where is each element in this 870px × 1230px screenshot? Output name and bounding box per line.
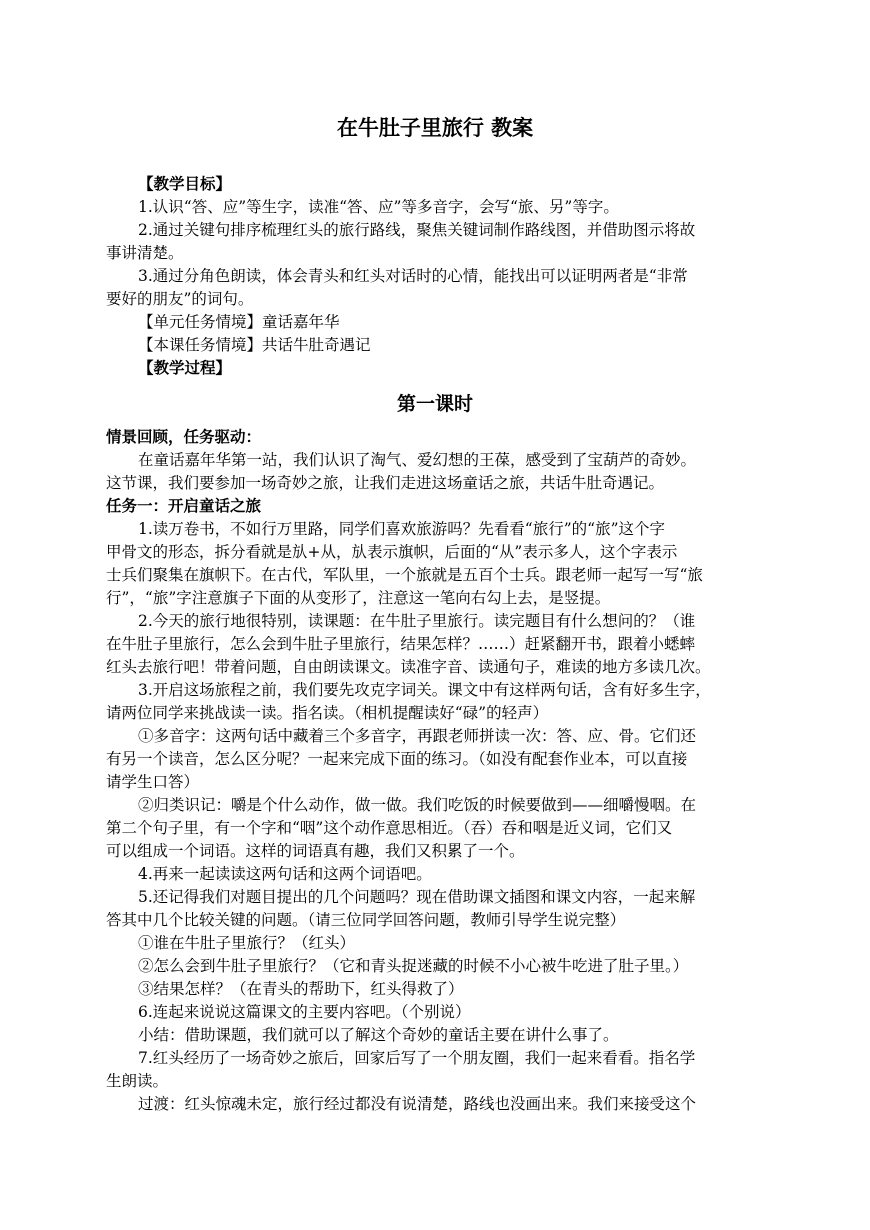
task1-heading: 任务一：开启童话之旅 [106, 496, 262, 515]
paragraph-line: 过渡：红头惊魂未定，旅行经过都没有说清楚，路线也没画出来。我们来接受这个 [138, 1095, 697, 1113]
objective-line: 2.通过关键句排序梳理红头的旅行路线，聚焦关键词制作路线图，并借助图示将故 [138, 221, 696, 239]
paragraph-line: 小结：借助课题，我们就可以了解这个奇妙的童话主要在讲什么事了。 [138, 1026, 619, 1044]
paragraph-line: 行”，“旅”字注意旗子下面的从变形了，注意这一笔向右勾上去，是竖提。 [106, 589, 611, 607]
paragraph-line: 甲骨文的形态，拆分看就是㫃+从，㫃表示旗帜，后面的“从”表示多人，这个字表示 [106, 543, 678, 561]
section-title: 第一课时 [396, 393, 473, 415]
lesson-situation: 【本课任务情境】共话牛肚奇遇记 [138, 336, 371, 354]
paragraph-line: 答其中几个比较关键的问题。（请三位同学回答问题，教师引导学生说完整） [106, 911, 626, 929]
paragraph-line: 请学生口答） [106, 773, 200, 791]
paragraph-line: ①谁在牛肚子里旅行？（红头） [138, 934, 356, 952]
paragraph-line: 5.还记得我们对题目提出的几个问题吗？现在借助课文插图和课文内容，一起来解 [138, 888, 696, 906]
paragraph-line: 有另一个读音，怎么区分呢？一起来完成下面的练习。（如没有配套作业本，可以直接 [106, 750, 688, 768]
paragraph-line: ②归类识记：嚼是个什么动作，做一做。我们吃饭的时候要做到——细嚼慢咽。在 [138, 796, 697, 814]
intro-heading: 情景回顾，任务驱动： [106, 427, 262, 446]
paragraph-line: ②怎么会到牛肚子里旅行？（它和青头捉迷藏的时候不小心被牛吃进了肚子里。） [138, 957, 689, 975]
document-title: 在牛肚子里旅行 教案 [336, 115, 534, 140]
objective-line: 事讲清楚。 [106, 244, 184, 262]
unit-situation: 【单元任务情境】童话嘉年华 [138, 313, 340, 331]
paragraph-line: ①多音字：这两句话中藏着三个多音字，再跟老师拼读一次：答、应、骨。它们还 [138, 727, 697, 745]
paragraph-line: 在牛肚子里旅行，怎么会到牛肚子里旅行，结果怎样？……）赶紧翻开书，跟着小蟋蟀 [106, 635, 696, 653]
objective-line: 3.通过分角色朗读，体会青头和红头对话时的心情，能找出可以证明两者是“非常 [138, 267, 688, 285]
paragraph-line: 7.红头经历了一场奇妙之旅后，回家后写了一个朋友圈，我们一起来看看。指名学 [138, 1049, 696, 1067]
paragraph-line: 在童话嘉年华第一站，我们认识了淘气、爱幻想的王葆，感受到了宝葫芦的奇妙。 [138, 451, 697, 469]
paragraph-line: 3.开启这场旅程之前，我们要先攻克字词关。课文中有这样两句话，含有好多生字， [138, 681, 711, 699]
paragraph-line: 请两位同学来挑战读一读。指名读。（相机提醒读好“碌”的轻声） [106, 704, 549, 722]
paragraph-line: 第二个句子里，有一个字和“咽”这个动作意思相近。（吞）吞和咽是近义词，它们又 [106, 819, 673, 837]
objectives-heading: 【教学目标】 [138, 174, 232, 193]
process-heading: 【教学过程】 [138, 358, 232, 377]
paragraph-line: 红头去旅行吧！带着问题，自由朗读课文。读准字音、读通句子，难读的地方多读几次。 [106, 658, 711, 676]
objective-line: 要好的朋友”的词句。 [106, 290, 254, 308]
paragraph-line: 生朗读。 [106, 1072, 169, 1090]
paragraph-line: 这节课，我们要参加一场奇妙之旅，让我们走进这场童话之旅，共话牛肚奇遇记。 [106, 474, 665, 492]
paragraph-line: 1.读万卷书，不如行万里路，同学们喜欢旅游吗？先看看“旅行”的“旅”这个字 [138, 520, 665, 538]
paragraph-line: 4.再来一起读读这两句话和这两个词语吧。 [138, 865, 432, 883]
paragraph-line: 可以组成一个词语。这样的词语真有趣，我们又积累了一个。 [106, 842, 525, 860]
objective-line: 1.认识“答、应”等生字，读准“答、应”等多音字，会写“旅、另”等字。 [138, 198, 619, 216]
paragraph-line: 士兵们聚集在旗帜下。在古代，军队里，一个旅就是五百个士兵。跟老师一起写一写“旅 [106, 566, 703, 584]
paragraph-line: 6.连起来说说这篇课文的主要内容吧。（个别说） [138, 1003, 471, 1021]
paragraph-line: ③结果怎样？（在青头的帮助下，红头得救了） [138, 980, 464, 998]
paragraph-line: 2.今天的旅行地很特别，读课题：在牛肚子里旅行。读完题目有什么想问的？（谁 [138, 612, 696, 630]
